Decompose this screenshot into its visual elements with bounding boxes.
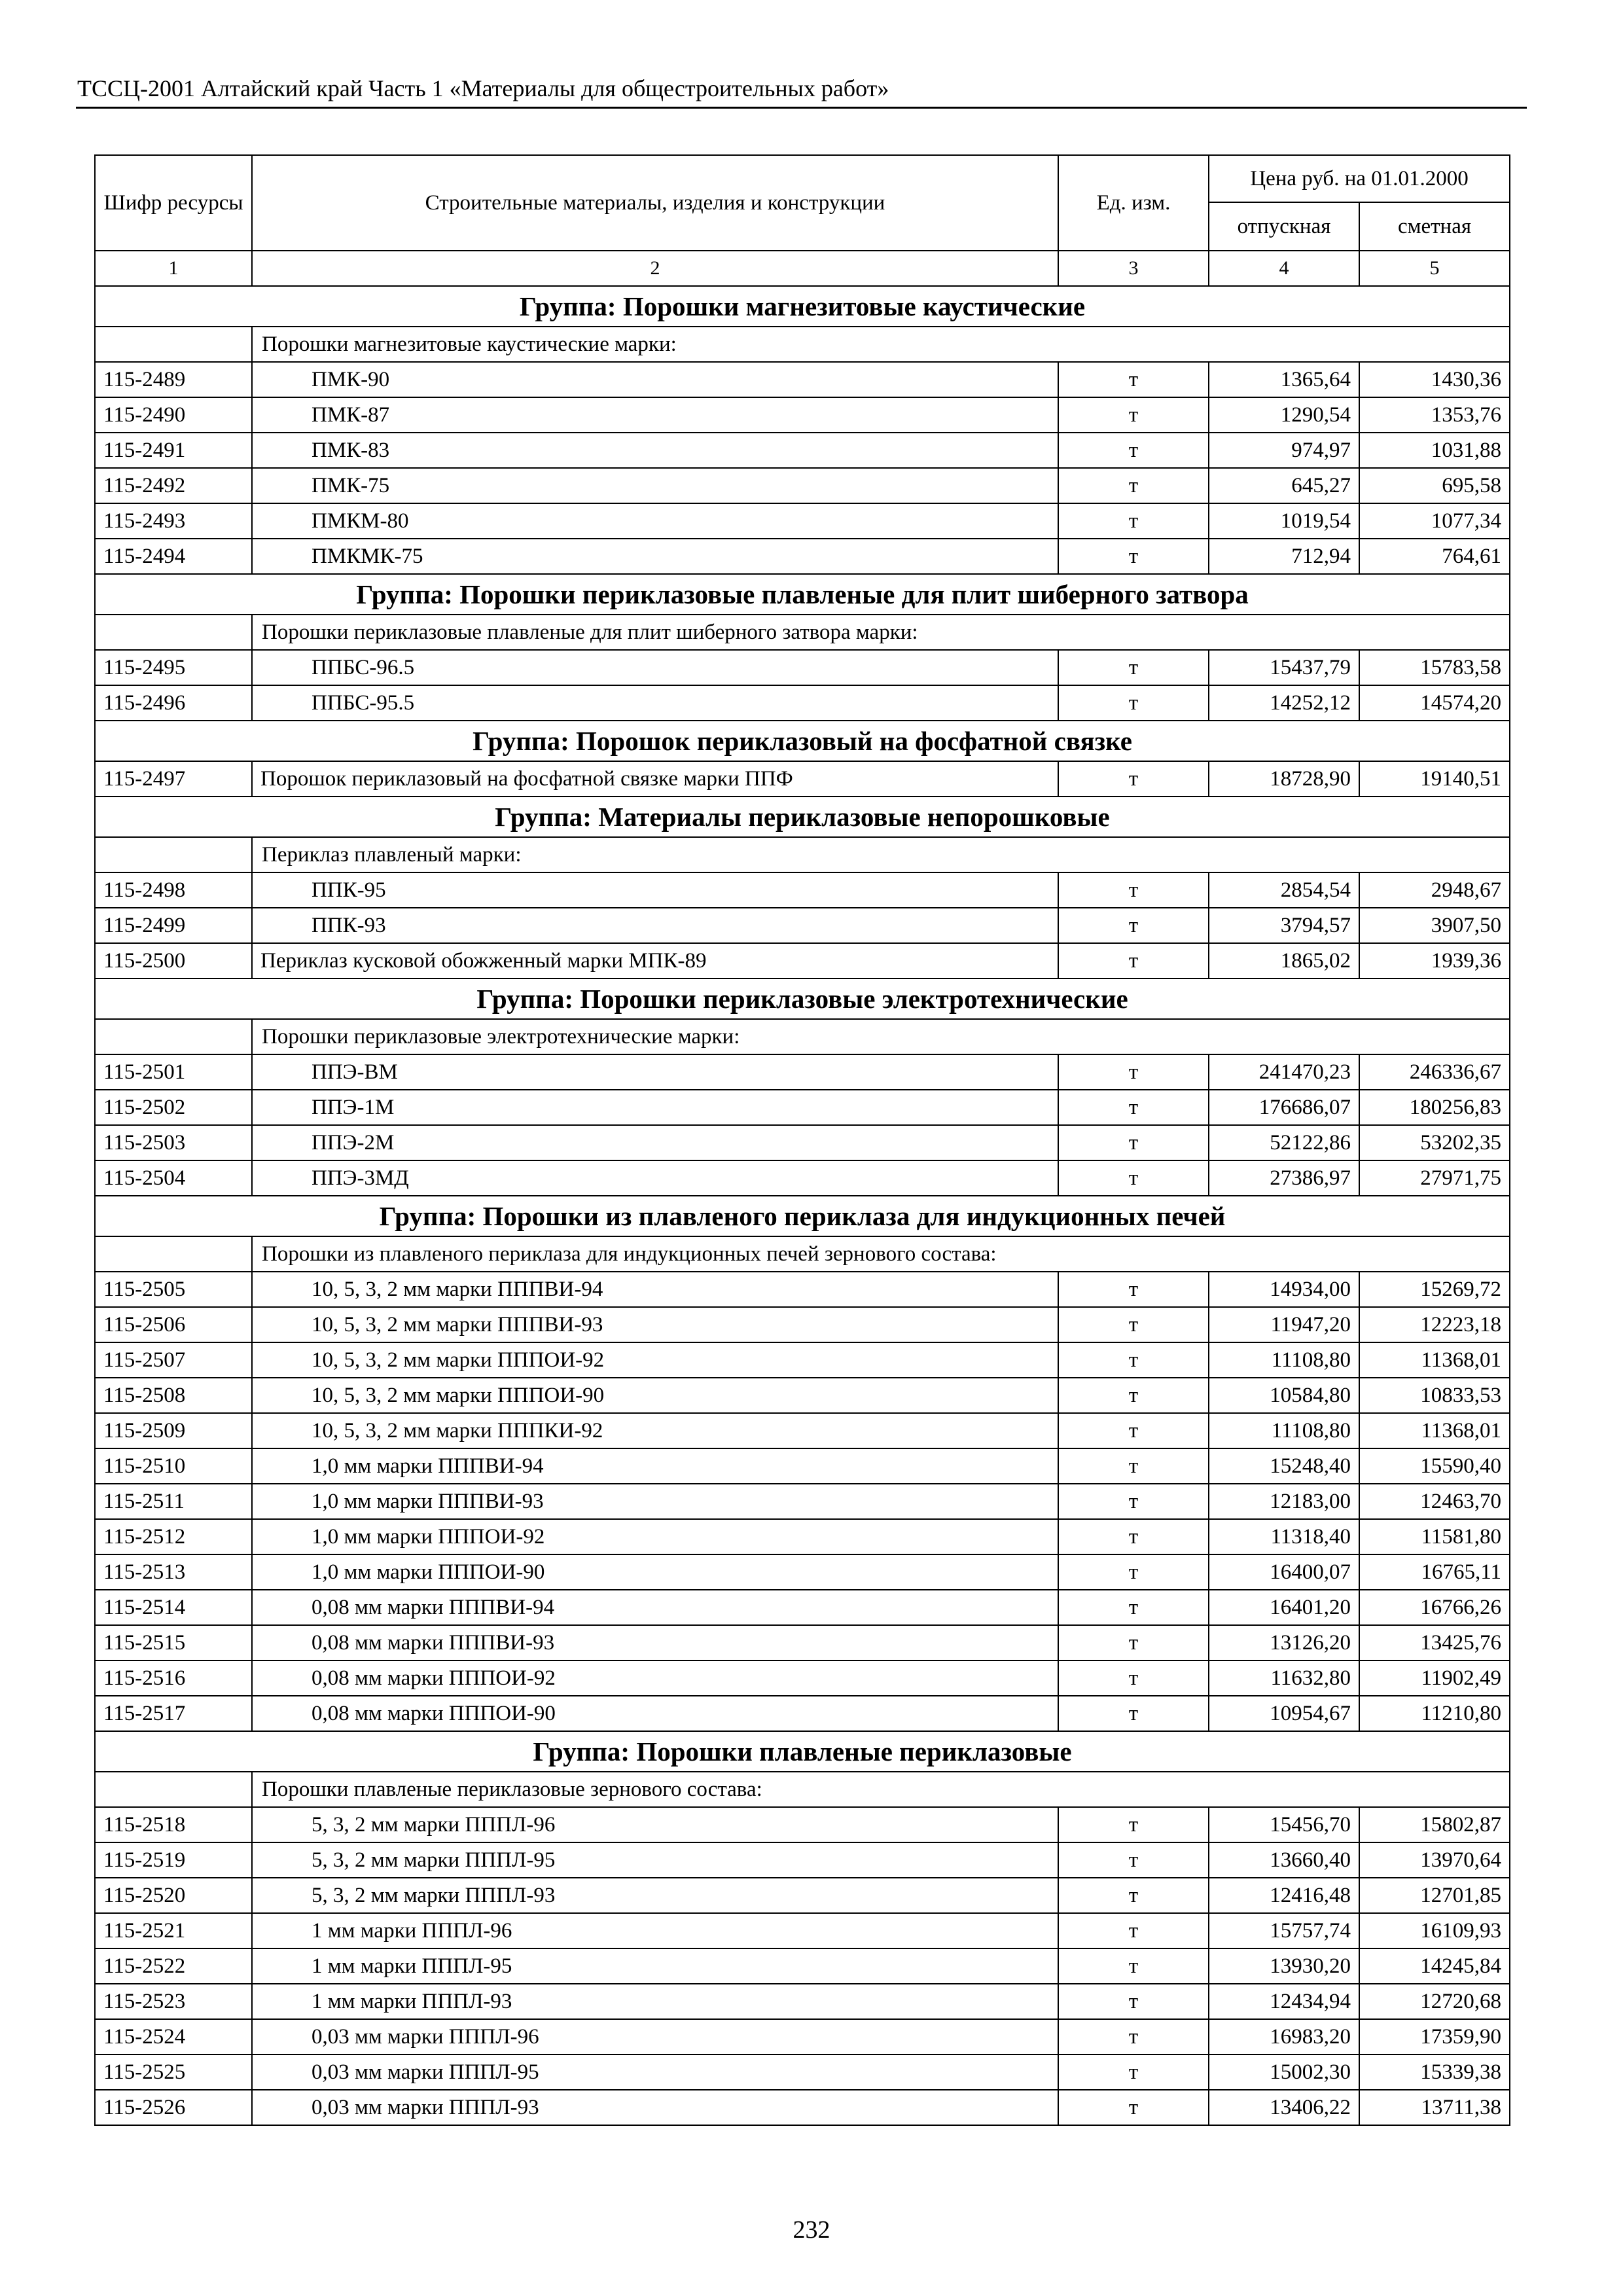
name-cell: ПМК-90 <box>252 362 1058 397</box>
table-row <box>95 1590 1510 1625</box>
col-header-price: Цена руб. на 01.01.2000 <box>1209 155 1510 202</box>
table-row <box>95 2090 1510 2125</box>
subgroup-row <box>95 1236 1510 1272</box>
unit-cell: т <box>1058 1625 1209 1660</box>
estimate-price-cell: 15802,87 <box>1359 1807 1510 1842</box>
estimate-price-cell: 17359,90 <box>1359 2019 1510 2054</box>
code-cell: 115-2504 <box>95 1160 252 1196</box>
code-cell <box>95 1236 252 1272</box>
unit-cell: т <box>1058 872 1209 908</box>
unit-cell: т <box>1058 1307 1209 1342</box>
subgroup-title: Порошки из плавленого периклаза для индукционных печей зернового состава: <box>252 1236 1510 1272</box>
release-price-cell: 12183,00 <box>1209 1484 1359 1519</box>
estimate-price-cell: 16766,26 <box>1359 1590 1510 1625</box>
table-row <box>95 761 1510 797</box>
group-title: Группа: Порошки периклазовые плавленые для плит шиберного затвора <box>95 574 1510 615</box>
name-cell: ППК-95 <box>252 872 1058 908</box>
name-cell: 10, 5, 3, 2 мм марки ПППВИ-93 <box>252 1307 1058 1342</box>
code-cell: 115-2502 <box>95 1090 252 1125</box>
unit-cell: т <box>1058 1948 1209 1984</box>
table-row <box>95 1307 1510 1342</box>
code-cell: 115-2522 <box>95 1948 252 1984</box>
release-price-cell: 3794,57 <box>1209 908 1359 943</box>
col-header-release: отпускная <box>1209 202 1359 251</box>
code-cell: 115-2515 <box>95 1625 252 1660</box>
release-price-cell: 1019,54 <box>1209 503 1359 539</box>
estimate-price-cell: 180256,83 <box>1359 1090 1510 1125</box>
code-cell: 115-2517 <box>95 1696 252 1731</box>
group-row <box>95 721 1510 761</box>
unit-cell: т <box>1058 1842 1209 1878</box>
unit-cell: т <box>1058 1448 1209 1484</box>
unit-cell: т <box>1058 1807 1209 1842</box>
estimate-price-cell: 11368,01 <box>1359 1413 1510 1448</box>
estimate-price-cell: 27971,75 <box>1359 1160 1510 1196</box>
table-row <box>95 1054 1510 1090</box>
table-row <box>95 539 1510 574</box>
col-number-2: 2 <box>252 251 1058 286</box>
estimate-price-cell: 695,58 <box>1359 468 1510 503</box>
estimate-price-cell: 11581,80 <box>1359 1519 1510 1554</box>
release-price-cell: 13126,20 <box>1209 1625 1359 1660</box>
release-price-cell: 974,97 <box>1209 433 1359 468</box>
name-cell: 10, 5, 3, 2 мм марки ПППОИ-90 <box>252 1378 1058 1413</box>
group-title: Группа: Порошки периклазовые электротехнические <box>95 978 1510 1019</box>
name-cell: 1 мм марки ПППЛ-96 <box>252 1913 1058 1948</box>
subgroup-row <box>95 1772 1510 1807</box>
table-row <box>95 1160 1510 1196</box>
code-cell: 115-2496 <box>95 685 252 721</box>
unit-cell: т <box>1058 1125 1209 1160</box>
estimate-price-cell: 12223,18 <box>1359 1307 1510 1342</box>
name-cell: 1,0 мм марки ПППОИ-90 <box>252 1554 1058 1590</box>
estimate-price-cell: 11902,49 <box>1359 1660 1510 1696</box>
code-cell: 115-2518 <box>95 1807 252 1842</box>
table-row <box>95 1378 1510 1413</box>
code-cell: 115-2525 <box>95 2054 252 2090</box>
name-cell: 0,03 мм марки ПППЛ-93 <box>252 2090 1058 2125</box>
col-header-name: Строительные материалы, изделия и конструкции <box>252 155 1058 251</box>
unit-cell: т <box>1058 1913 1209 1948</box>
group-row <box>95 1196 1510 1236</box>
subgroup-title: Порошки периклазовые электротехнические марки: <box>252 1019 1510 1054</box>
unit-cell: т <box>1058 1660 1209 1696</box>
group-row <box>95 1731 1510 1772</box>
table-row <box>95 908 1510 943</box>
estimate-price-cell: 246336,67 <box>1359 1054 1510 1090</box>
unit-cell: т <box>1058 1160 1209 1196</box>
subgroup-row <box>95 1019 1510 1054</box>
name-cell: 10, 5, 3, 2 мм марки ПППОИ-92 <box>252 1342 1058 1378</box>
estimate-price-cell: 16765,11 <box>1359 1554 1510 1590</box>
release-price-cell: 16983,20 <box>1209 2019 1359 2054</box>
code-cell: 115-2514 <box>95 1590 252 1625</box>
table-row <box>95 1878 1510 1913</box>
table-row <box>95 1554 1510 1590</box>
code-cell: 115-2493 <box>95 503 252 539</box>
estimate-price-cell: 12720,68 <box>1359 1984 1510 2019</box>
name-cell: 0,08 мм марки ПППВИ-94 <box>252 1590 1058 1625</box>
code-cell: 115-2523 <box>95 1984 252 2019</box>
release-price-cell: 11318,40 <box>1209 1519 1359 1554</box>
name-cell: 5, 3, 2 мм марки ПППЛ-93 <box>252 1878 1058 1913</box>
unit-cell: т <box>1058 503 1209 539</box>
name-cell: ППЭ-2М <box>252 1125 1058 1160</box>
subgroup-row <box>95 615 1510 650</box>
code-cell: 115-2513 <box>95 1554 252 1590</box>
col-number-5: 5 <box>1359 251 1510 286</box>
table-row <box>95 1484 1510 1519</box>
release-price-cell: 15456,70 <box>1209 1807 1359 1842</box>
estimate-price-cell: 1031,88 <box>1359 433 1510 468</box>
name-cell: Порошок периклазовый на фосфатной связке марки ППФ <box>252 761 1058 797</box>
release-price-cell: 16401,20 <box>1209 1590 1359 1625</box>
table-row <box>95 2054 1510 2090</box>
name-cell: ППЭ-ВМ <box>252 1054 1058 1090</box>
table-row <box>95 1272 1510 1307</box>
unit-cell: т <box>1058 1878 1209 1913</box>
release-price-cell: 12416,48 <box>1209 1878 1359 1913</box>
code-cell: 115-2495 <box>95 650 252 685</box>
col-header-estimate: сметная <box>1359 202 1510 251</box>
release-price-cell: 10584,80 <box>1209 1378 1359 1413</box>
code-cell: 115-2489 <box>95 362 252 397</box>
unit-cell: т <box>1058 1984 1209 2019</box>
release-price-cell: 1365,64 <box>1209 362 1359 397</box>
table-row <box>95 1842 1510 1878</box>
estimate-price-cell: 19140,51 <box>1359 761 1510 797</box>
code-cell: 115-2524 <box>95 2019 252 2054</box>
subgroup-title: Порошки периклазовые плавленые для плит шиберного затвора марки: <box>252 615 1510 650</box>
release-price-cell: 11108,80 <box>1209 1342 1359 1378</box>
code-cell: 115-2520 <box>95 1878 252 1913</box>
table-row <box>95 1342 1510 1378</box>
release-price-cell: 10954,67 <box>1209 1696 1359 1731</box>
table-row <box>95 943 1510 978</box>
estimate-price-cell: 15269,72 <box>1359 1272 1510 1307</box>
release-price-cell: 13660,40 <box>1209 1842 1359 1878</box>
group-title: Группа: Порошки магнезитовые каустические <box>95 286 1510 327</box>
table-row <box>95 650 1510 685</box>
release-price-cell: 11108,80 <box>1209 1413 1359 1448</box>
name-cell: 1 мм марки ПППЛ-93 <box>252 1984 1058 2019</box>
name-cell: ППК-93 <box>252 908 1058 943</box>
release-price-cell: 241470,23 <box>1209 1054 1359 1090</box>
header-rule <box>76 107 1527 109</box>
release-price-cell: 11632,80 <box>1209 1660 1359 1696</box>
table-row <box>95 1625 1510 1660</box>
group-row <box>95 574 1510 615</box>
col-number-1: 1 <box>95 251 252 286</box>
col-header-unit: Ед. изм. <box>1058 155 1209 251</box>
code-cell: 115-2490 <box>95 397 252 433</box>
estimate-price-cell: 16109,93 <box>1359 1913 1510 1948</box>
unit-cell: т <box>1058 1590 1209 1625</box>
table-row <box>95 872 1510 908</box>
unit-cell: т <box>1058 761 1209 797</box>
release-price-cell: 12434,94 <box>1209 1984 1359 2019</box>
estimate-price-cell: 10833,53 <box>1359 1378 1510 1413</box>
release-price-cell: 645,27 <box>1209 468 1359 503</box>
code-cell: 115-2505 <box>95 1272 252 1307</box>
release-price-cell: 712,94 <box>1209 539 1359 574</box>
table-row <box>95 1948 1510 1984</box>
code-cell: 115-2510 <box>95 1448 252 1484</box>
unit-cell: т <box>1058 397 1209 433</box>
estimate-price-cell: 14574,20 <box>1359 685 1510 721</box>
unit-cell: т <box>1058 468 1209 503</box>
release-price-cell: 13406,22 <box>1209 2090 1359 2125</box>
name-cell: 1,0 мм марки ПППОИ-92 <box>252 1519 1058 1554</box>
name-cell: 0,08 мм марки ПППОИ-90 <box>252 1696 1058 1731</box>
estimate-price-cell: 1353,76 <box>1359 397 1510 433</box>
col-header-code: Шифр ресурсы <box>95 155 252 251</box>
estimate-price-cell: 13425,76 <box>1359 1625 1510 1660</box>
name-cell: 1 мм марки ПППЛ-95 <box>252 1948 1058 1984</box>
table-row <box>95 1519 1510 1554</box>
table-row <box>95 1448 1510 1484</box>
name-cell: ППЭ-1М <box>252 1090 1058 1125</box>
release-price-cell: 15248,40 <box>1209 1448 1359 1484</box>
table-row <box>95 2019 1510 2054</box>
name-cell: ППБС-95.5 <box>252 685 1058 721</box>
estimate-price-cell: 764,61 <box>1359 539 1510 574</box>
estimate-price-cell: 2948,67 <box>1359 872 1510 908</box>
group-title: Группа: Порошок периклазовый на фосфатной связке <box>95 721 1510 761</box>
release-price-cell: 1865,02 <box>1209 943 1359 978</box>
code-cell: 115-2526 <box>95 2090 252 2125</box>
release-price-cell: 16400,07 <box>1209 1554 1359 1590</box>
release-price-cell: 11947,20 <box>1209 1307 1359 1342</box>
estimate-price-cell: 53202,35 <box>1359 1125 1510 1160</box>
table-row <box>95 362 1510 397</box>
name-cell: ППБС-96.5 <box>252 650 1058 685</box>
name-cell: ПМК-83 <box>252 433 1058 468</box>
unit-cell: т <box>1058 1696 1209 1731</box>
code-cell: 115-2497 <box>95 761 252 797</box>
name-cell: 10, 5, 3, 2 мм марки ПППКИ-92 <box>252 1413 1058 1448</box>
table-row <box>95 1913 1510 1948</box>
table-row <box>95 433 1510 468</box>
estimate-price-cell: 15783,58 <box>1359 650 1510 685</box>
code-cell: 115-2503 <box>95 1125 252 1160</box>
table-row <box>95 1413 1510 1448</box>
release-price-cell: 15757,74 <box>1209 1913 1359 1948</box>
page-number: 232 <box>793 2216 830 2244</box>
estimate-price-cell: 13970,64 <box>1359 1842 1510 1878</box>
code-cell <box>95 1019 252 1054</box>
unit-cell: т <box>1058 943 1209 978</box>
unit-cell: т <box>1058 1413 1209 1448</box>
table-row <box>95 1807 1510 1842</box>
unit-cell: т <box>1058 1342 1209 1378</box>
subgroup-row <box>95 327 1510 362</box>
running-header: ТССЦ-2001 Алтайский край Часть 1 «Материалы для общестроительных работ» <box>77 75 889 101</box>
estimate-price-cell: 12463,70 <box>1359 1484 1510 1519</box>
name-cell: 0,08 мм марки ПППВИ-93 <box>252 1625 1058 1660</box>
name-cell: 1,0 мм марки ПППВИ-94 <box>252 1448 1058 1484</box>
table-row <box>95 468 1510 503</box>
code-cell: 115-2512 <box>95 1519 252 1554</box>
unit-cell: т <box>1058 2019 1209 2054</box>
release-price-cell: 18728,90 <box>1209 761 1359 797</box>
release-price-cell: 52122,86 <box>1209 1125 1359 1160</box>
col-number-4: 4 <box>1209 251 1359 286</box>
name-cell: ПМКМ-80 <box>252 503 1058 539</box>
code-cell: 115-2516 <box>95 1660 252 1696</box>
name-cell: ПМКМК-75 <box>252 539 1058 574</box>
estimate-price-cell: 1430,36 <box>1359 362 1510 397</box>
estimate-price-cell: 15339,38 <box>1359 2054 1510 2090</box>
code-cell: 115-2507 <box>95 1342 252 1378</box>
code-cell: 115-2506 <box>95 1307 252 1342</box>
table-row <box>95 503 1510 539</box>
estimate-price-cell: 11368,01 <box>1359 1342 1510 1378</box>
estimate-price-cell: 3907,50 <box>1359 908 1510 943</box>
name-cell: 0,08 мм марки ПППОИ-92 <box>252 1660 1058 1696</box>
code-cell: 115-2492 <box>95 468 252 503</box>
unit-cell: т <box>1058 362 1209 397</box>
release-price-cell: 27386,97 <box>1209 1160 1359 1196</box>
code-cell: 115-2491 <box>95 433 252 468</box>
code-cell: 115-2521 <box>95 1913 252 1948</box>
table-row <box>95 1125 1510 1160</box>
subgroup-title: Периклаз плавленый марки: <box>252 837 1510 872</box>
release-price-cell: 1290,54 <box>1209 397 1359 433</box>
release-price-cell: 14934,00 <box>1209 1272 1359 1307</box>
name-cell: ППЭ-3МД <box>252 1160 1058 1196</box>
release-price-cell: 13930,20 <box>1209 1948 1359 1984</box>
unit-cell: т <box>1058 1378 1209 1413</box>
unit-cell: т <box>1058 1484 1209 1519</box>
code-cell: 115-2494 <box>95 539 252 574</box>
code-cell <box>95 837 252 872</box>
code-cell: 115-2519 <box>95 1842 252 1878</box>
estimate-price-cell: 11210,80 <box>1359 1696 1510 1731</box>
name-cell: Периклаз кусковой обожженный марки МПК-89 <box>252 943 1058 978</box>
name-cell: 1,0 мм марки ПППВИ-93 <box>252 1484 1058 1519</box>
code-cell: 115-2499 <box>95 908 252 943</box>
estimate-price-cell: 12701,85 <box>1359 1878 1510 1913</box>
code-cell: 115-2501 <box>95 1054 252 1090</box>
release-price-cell: 2854,54 <box>1209 872 1359 908</box>
name-cell: ПМК-87 <box>252 397 1058 433</box>
table-row <box>95 1660 1510 1696</box>
code-cell: 115-2509 <box>95 1413 252 1448</box>
unit-cell: т <box>1058 2054 1209 2090</box>
unit-cell: т <box>1058 685 1209 721</box>
name-cell: 5, 3, 2 мм марки ПППЛ-95 <box>252 1842 1058 1878</box>
estimate-price-cell: 13711,38 <box>1359 2090 1510 2125</box>
code-cell: 115-2508 <box>95 1378 252 1413</box>
release-price-cell: 176686,07 <box>1209 1090 1359 1125</box>
estimate-price-cell: 15590,40 <box>1359 1448 1510 1484</box>
subgroup-row <box>95 837 1510 872</box>
group-row <box>95 286 1510 327</box>
release-price-cell: 15002,30 <box>1209 2054 1359 2090</box>
group-title: Группа: Порошки плавленые периклазовые <box>95 1731 1510 1772</box>
unit-cell: т <box>1058 433 1209 468</box>
price-table <box>94 154 1510 2126</box>
col-number-3: 3 <box>1058 251 1209 286</box>
table-row <box>95 1696 1510 1731</box>
code-cell: 115-2500 <box>95 943 252 978</box>
table-row <box>95 685 1510 721</box>
estimate-price-cell: 14245,84 <box>1359 1948 1510 1984</box>
release-price-cell: 15437,79 <box>1209 650 1359 685</box>
code-cell <box>95 1772 252 1807</box>
code-cell <box>95 327 252 362</box>
name-cell: 5, 3, 2 мм марки ПППЛ-96 <box>252 1807 1058 1842</box>
unit-cell: т <box>1058 1272 1209 1307</box>
group-title: Группа: Материалы периклазовые непорошковые <box>95 797 1510 837</box>
unit-cell: т <box>1058 539 1209 574</box>
code-cell <box>95 615 252 650</box>
estimate-price-cell: 1939,36 <box>1359 943 1510 978</box>
subgroup-title: Порошки магнезитовые каустические марки: <box>252 327 1510 362</box>
name-cell: ПМК-75 <box>252 468 1058 503</box>
group-row <box>95 797 1510 837</box>
unit-cell: т <box>1058 2090 1209 2125</box>
estimate-price-cell: 1077,34 <box>1359 503 1510 539</box>
unit-cell: т <box>1058 650 1209 685</box>
code-cell: 115-2511 <box>95 1484 252 1519</box>
unit-cell: т <box>1058 908 1209 943</box>
table-row <box>95 397 1510 433</box>
unit-cell: т <box>1058 1054 1209 1090</box>
unit-cell: т <box>1058 1519 1209 1554</box>
unit-cell: т <box>1058 1090 1209 1125</box>
table-row <box>95 1984 1510 2019</box>
name-cell: 0,03 мм марки ПППЛ-95 <box>252 2054 1058 2090</box>
release-price-cell: 14252,12 <box>1209 685 1359 721</box>
table-body <box>95 286 1510 2125</box>
name-cell: 10, 5, 3, 2 мм марки ПППВИ-94 <box>252 1272 1058 1307</box>
name-cell: 0,03 мм марки ПППЛ-96 <box>252 2019 1058 2054</box>
group-title: Группа: Порошки из плавленого периклаза для индукционных печей <box>95 1196 1510 1236</box>
subgroup-title: Порошки плавленые периклазовые зернового состава: <box>252 1772 1510 1807</box>
code-cell: 115-2498 <box>95 872 252 908</box>
table-row <box>95 1090 1510 1125</box>
group-row <box>95 978 1510 1019</box>
unit-cell: т <box>1058 1554 1209 1590</box>
